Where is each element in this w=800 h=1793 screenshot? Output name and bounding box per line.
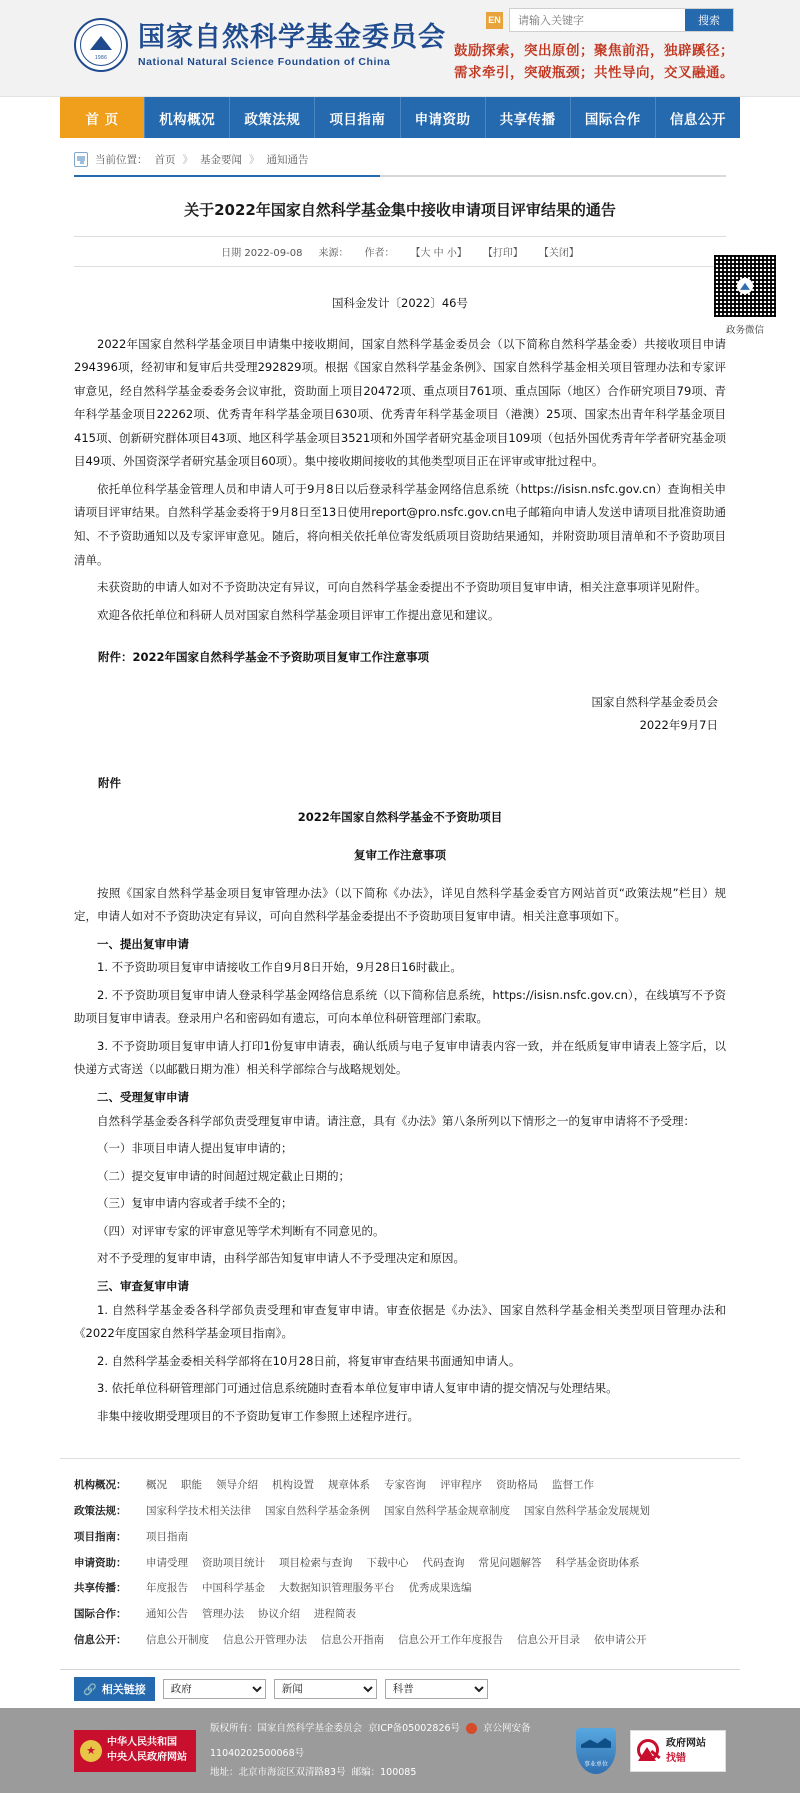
footer-category-0: 机构概况： <box>74 1479 127 1492</box>
icp-number[interactable]: 京ICP备05002826号 <box>368 1723 461 1735</box>
seal-year: 1986 <box>94 55 108 61</box>
related-links-bar <box>60 1669 740 1708</box>
slogan <box>454 40 734 85</box>
qr-code-icon <box>714 255 776 317</box>
page-title: 关于2022年国家自然科学基金集中接收申请项目评审结果的通告 <box>184 201 616 219</box>
footer-link-0-2[interactable]: 领导介绍 <box>216 1479 258 1492</box>
close-button[interactable]: 【关闭】 <box>538 247 579 259</box>
language-toggle-button[interactable]: EN <box>486 12 503 29</box>
nav-item-4[interactable]: 申请资助 <box>401 97 486 138</box>
section-heading-1: 二、受理复审申请 <box>97 1090 189 1105</box>
search-box <box>509 8 734 32</box>
national-emblem-icon <box>80 1740 102 1762</box>
nsfc-seal-icon <box>74 18 128 72</box>
related-links-button[interactable] <box>74 1677 155 1701</box>
gov-badge-line-2: 中央人民政府网站 <box>107 1751 187 1763</box>
shield-caption: 事业单位 <box>583 1760 608 1768</box>
wechat-qr-block <box>708 255 782 336</box>
attachment-title-line-2: 复审工作注意事项 <box>354 848 446 863</box>
breadcrumb-separator: 》 <box>182 154 193 166</box>
section-0-item-1: 2. 不予资助项目复审申请人登录科学基金网络信息系统（以下简称信息系统，https://isisn.nsfc.gov.cn），在线填写不予资助项目复审申请表。登录用户名和密码如有遗忘，可向本单位科研管理部门索取。 <box>74 987 726 1026</box>
footer-link-row-3 <box>74 1551 726 1577</box>
meta-date: 日期 2022-09-08 <box>221 247 303 259</box>
article-meta <box>74 236 726 267</box>
body-paragraph-3: 欢迎各依托单位和科研人员对国家自然科学基金项目评审工作提出意见和建议。 <box>97 607 500 622</box>
footer-category-1: 政策法规： <box>74 1505 127 1518</box>
footer-link-0-1[interactable]: 职能 <box>181 1479 202 1492</box>
footer-link-4-3[interactable]: 优秀成果选编 <box>408 1582 472 1595</box>
footer-link-1-1[interactable]: 国家自然科学基金条例 <box>265 1505 370 1518</box>
section-1-item-2: （二）提交复审申请的时间超过规定截止日期的； <box>97 1168 350 1183</box>
link-icon: 🔗 <box>83 1682 97 1696</box>
footer-link-3-6[interactable]: 科学基金资助体系 <box>555 1556 640 1569</box>
search-button[interactable]: 搜索 <box>685 9 733 31</box>
section-1-item-5: 对不予受理的复审申请，由科学部告知复审申请人不予受理决定和原因。 <box>97 1251 465 1266</box>
footer-category-3: 申请资助： <box>74 1556 127 1569</box>
breadcrumb-prefix: 当前位置： <box>95 154 148 166</box>
footer-link-0-6[interactable]: 评审程序 <box>440 1479 482 1492</box>
body-paragraph-2: 未获资助的申请人如对不予资助决定有异议，可向自然科学基金委提出不予资助项目复审申请，相关注意事项详见附件。 <box>97 580 707 595</box>
footer-link-row-6 <box>74 1628 726 1654</box>
footer-link-3-1[interactable]: 资助项目统计 <box>202 1556 265 1569</box>
copyright-owner: 版权所有：国家自然科学基金委员会 <box>210 1723 363 1735</box>
police-badge-icon <box>466 1723 477 1734</box>
footer-link-row-2 <box>74 1525 726 1551</box>
footer-link-3-0[interactable]: 申请受理 <box>146 1556 188 1569</box>
address: 地址：北京市海淀区双清路83号 <box>210 1767 346 1779</box>
footer-items-2 <box>146 1525 188 1551</box>
footer-link-1-0[interactable]: 国家科学技术相关法律 <box>146 1505 251 1518</box>
footer-link-3-3[interactable]: 下载中心 <box>366 1556 409 1569</box>
police-label: 京公网安备 <box>483 1723 531 1735</box>
breadcrumb-item-2[interactable]: 通知通告 <box>266 154 309 166</box>
attachment-note: 附件：2022年国家自然科学基金不予资助项目复审工作注意事项 <box>98 650 430 665</box>
section-2-item-1: 2. 自然科学基金委相关科学部将在10月28日前，将复审审查结果书面通知申请人。 <box>97 1353 521 1368</box>
zhaocuo-line-2: 找错 <box>666 1752 686 1764</box>
copyright-bar <box>0 1708 800 1793</box>
footer-link-3-4[interactable]: 代码查询 <box>422 1556 465 1569</box>
document-number: 国科金发计〔2022〕46号 <box>332 295 468 310</box>
section-1-item-0: 自然科学基金委各科学部负责受理复审申请。请注意，具有《办法》第八条所列以下情形之一的复审申请将不予受理： <box>97 1113 695 1128</box>
zhaocuo-line-1: 政府网站 <box>666 1737 706 1749</box>
footer-category-5: 国际合作： <box>74 1607 127 1620</box>
qr-caption: 政务微信 <box>725 325 764 336</box>
print-button[interactable]: 【打印】 <box>482 247 523 259</box>
footer-link-6-1[interactable]: 信息公开管理办法 <box>223 1633 307 1646</box>
gov-badge-line-1: 中华人民共和国 <box>107 1737 177 1749</box>
related-select-news[interactable] <box>274 1679 377 1699</box>
section-1-item-4: （四）对评审专家的评审意见等学术判断有不同意见的。 <box>97 1223 385 1238</box>
location-icon <box>74 152 88 167</box>
postcode: 邮编：100085 <box>351 1767 417 1779</box>
org-name-en: National Natural Science Foundation of China <box>138 56 391 69</box>
section-2-item-3: 非集中接收期受理项目的不予资助复审工作参照上述程序进行。 <box>97 1408 419 1423</box>
signature-date: 2022年9月7日 <box>639 718 718 733</box>
attachment-title-line-1: 2022年国家自然科学基金不予资助项目 <box>297 810 503 825</box>
breadcrumb-separator: 》 <box>249 154 260 166</box>
nav-item-7[interactable]: 信息公开 <box>669 111 726 128</box>
attachment-label: 附件 <box>98 776 121 791</box>
org-name-cn: 国家自然科学基金委员会 <box>138 21 446 53</box>
font-size-control[interactable]: 【大 中 小】 <box>410 247 467 259</box>
nav-item-1[interactable]: 机构概况 <box>145 97 230 138</box>
footer-items-6 <box>146 1628 647 1654</box>
footer-category-6: 信息公开： <box>74 1633 127 1646</box>
magnifier-icon <box>636 1738 662 1764</box>
footer-category-2: 项目指南： <box>74 1530 127 1543</box>
footer-link-2-0[interactable]: 项目指南 <box>146 1530 188 1543</box>
related-select-government[interactable] <box>163 1679 266 1699</box>
copyright-text <box>210 1719 562 1782</box>
footer-link-6-0[interactable]: 信息公开制度 <box>146 1633 209 1646</box>
search-zone <box>486 8 734 32</box>
nav-item-0[interactable]: 首 页 <box>60 97 145 138</box>
body-paragraph-0: 2022年国家自然科学基金项目申请集中接收期间，国家自然科学基金委员会（以下简称自然科学基金委）共接收项目申请294396项，经初审和复审后共受理292829项。根据《国家自然科学基金条例》、国家自然科学基金相关项目管理办法和专家评审意见，经自然科学基金委委务会议审批，资助面上项目20472项、重点项目761项、重点国际（地区）合作研究项目79项、青年科学基金项目22262项、优秀青年科学基金项目630项、优秀青年科学基金项目（港澳）25项、国家杰出青年科学基金项目415项、创新研究群体项目43项、地区科学基金项目3521项和外国学者研究基金项目109项（包括外国优秀青年学者研究基金项目49项、外国资深学者研究基金项目60项）。集中接收期间接收的其他类型项目正在评审或审批过程中。 <box>74 336 726 469</box>
footer-link-6-4[interactable]: 信息公开目录 <box>517 1633 580 1646</box>
gov-website-feedback-badge[interactable] <box>630 1730 726 1772</box>
site-logo[interactable] <box>74 18 446 72</box>
footer-link-0-3[interactable]: 机构设置 <box>272 1479 314 1492</box>
section-heading-0: 一、提出复审申请 <box>97 936 189 951</box>
nav-item-5[interactable]: 共享传播 <box>486 97 571 138</box>
site-header <box>0 0 800 97</box>
footer-items-3 <box>146 1551 640 1577</box>
attachment-sections <box>74 933 726 1429</box>
footer-link-6-5[interactable]: 依申请公开 <box>594 1633 647 1646</box>
footer-link-row-1 <box>74 1499 726 1525</box>
main-navigation <box>0 97 800 138</box>
footer-link-3-5[interactable]: 常见问题解答 <box>478 1556 542 1569</box>
signature-org: 国家自然科学基金委员会 <box>591 695 718 710</box>
public-institution-badge-icon[interactable] <box>576 1728 616 1774</box>
signature-block <box>74 691 726 737</box>
footer-link-0-4[interactable]: 规章体系 <box>328 1479 370 1492</box>
attachment-intro: 按照《国家自然科学基金项目复审管理办法》（以下简称《办法》，详见自然科学基金委官方网站首页“政策法规”栏目）规定，申请人如对不予资助决定有异议，可向自然科学基金委提出不予资助项目复审申请。相关注意事项如下。 <box>74 885 726 924</box>
breadcrumb-item-1[interactable]: 基金要闻 <box>200 154 242 166</box>
related-select-science[interactable] <box>385 1679 488 1699</box>
footer-link-0-7[interactable]: 资助格局 <box>496 1479 538 1492</box>
slogan-line-1: 鼓励探索，突出原创；聚焦前沿，独辟蹊径； <box>454 43 734 59</box>
breadcrumb <box>74 152 726 175</box>
footer-link-5-2[interactable]: 协议介绍 <box>258 1607 300 1620</box>
footer-items-1 <box>146 1499 650 1525</box>
section-1-item-3: （三）复审申请内容或者手续不全的； <box>97 1196 293 1211</box>
section-2-item-0: 1. 自然科学基金委各科学部负责受理和审查复审申请。审查依据是《办法》、国家自然科学基金相关类型项目管理办法和《2022年度国家自然科学基金项目指南》。 <box>74 1302 726 1341</box>
footer-link-0-8[interactable]: 监督工作 <box>552 1479 594 1492</box>
footer-link-0-0[interactable]: 概况 <box>146 1479 167 1492</box>
nav-item-3[interactable]: 项目指南 <box>315 97 400 138</box>
search-input[interactable] <box>510 9 685 31</box>
related-links-label: 相关链接 <box>101 1683 146 1697</box>
footer-link-1-2[interactable]: 国家自然科学基金规章制度 <box>384 1505 510 1518</box>
footer-link-row-0 <box>74 1473 726 1499</box>
footer-link-6-3[interactable]: 信息公开工作年度报告 <box>398 1633 503 1646</box>
footer-category-4: 共享传播： <box>74 1582 127 1595</box>
footer-links <box>60 1459 740 1663</box>
section-2-item-2: 3. 依托单位科研管理部门可通过信息系统随时查看本单位复审申请人复审申请的提交情况与处理结果。 <box>97 1381 618 1396</box>
footer-link-row-5 <box>74 1602 726 1628</box>
police-number[interactable]: 11040202500068号 <box>210 1748 305 1760</box>
slogan-line-2: 需求牵引，突破瓶颈；共性导向，交叉融通。 <box>454 65 734 82</box>
section-0-item-0: 1. 不予资助项目复审申请接收工作自9月8日开始，9月28日16时截止。 <box>97 960 462 975</box>
nav-item-2[interactable]: 政策法规 <box>230 97 315 138</box>
breadcrumb-section <box>60 138 740 177</box>
section-1-item-1: （一）非项目申请人提出复审申请的； <box>97 1141 293 1156</box>
footer-link-0-5[interactable]: 专家咨询 <box>384 1479 426 1492</box>
footer-items-0 <box>146 1473 594 1499</box>
footer-items-4 <box>146 1576 472 1602</box>
footer-link-6-2[interactable]: 信息公开指南 <box>321 1633 384 1646</box>
footer-link-5-1[interactable]: 管理办法 <box>202 1607 244 1620</box>
footer-link-3-2[interactable]: 项目检索与查询 <box>279 1556 353 1569</box>
footer-link-1-3[interactable]: 国家自然科学基金发展规划 <box>524 1505 650 1518</box>
meta-source: 来源： <box>318 247 349 259</box>
nav-item-6[interactable]: 国际合作 <box>571 97 656 138</box>
section-0-item-2: 3. 不予资助项目复审申请人打印1份复审申请表，确认纸质与电子复审申请表内容一致，并在纸质复审申请表上签字后，以快递方式寄送（以邮戳日期为准）相关科学部综合与战略规划处。 <box>74 1038 726 1077</box>
footer-link-4-0[interactable]: 年度报告 <box>146 1582 188 1595</box>
section-heading-2: 三、审查复审申请 <box>97 1278 189 1293</box>
footer-link-5-3[interactable]: 进程简表 <box>314 1607 356 1620</box>
breadcrumb-item-0[interactable]: 首页 <box>154 154 176 166</box>
footer-link-5-0[interactable]: 通知公告 <box>146 1607 188 1620</box>
meta-author: 作者： <box>364 247 395 259</box>
footer-link-row-4 <box>74 1576 726 1602</box>
footer-items-5 <box>146 1602 356 1628</box>
gov-portal-badge[interactable] <box>74 1730 196 1772</box>
body-paragraph-1: 依托单位科学基金管理人员和申请人可于9月8日以后登录科学基金网络信息系统（https://isisn.nsfc.gov.cn）查询相关申请项目评审结果。自然科学基金委将于9月8日至13日使用report@pro.nsfc.gov.cn电子邮箱向申请人发送申请项目批准资助通知、不予资助通知以及专家评审意见。随后，将向相关依托单位寄发纸质项目资助结果通知，并附资助项目清单和不予资助项目清单。 <box>74 481 726 567</box>
footer-link-4-1[interactable]: 中国科学基金 <box>202 1582 265 1595</box>
article <box>60 177 764 1428</box>
article-body <box>74 333 726 628</box>
footer-link-4-2[interactable]: 大数据知识管理服务平台 <box>279 1582 395 1595</box>
